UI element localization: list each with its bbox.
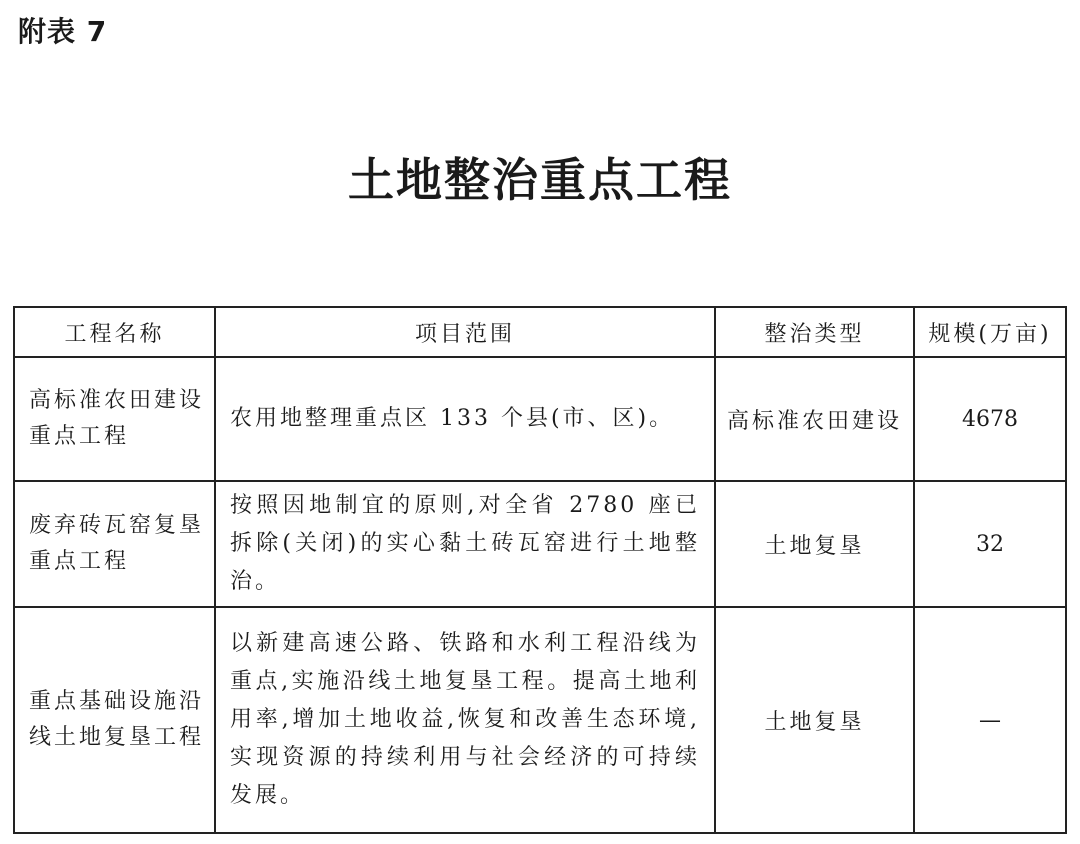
header-scale: 规模(万亩) <box>914 307 1066 357</box>
header-remediation-type: 整治类型 <box>715 307 914 357</box>
scale-cell: 4678 <box>914 357 1066 481</box>
header-project-name: 工程名称 <box>14 307 215 357</box>
projects-table <box>13 306 1067 834</box>
project-scope-cell: 农用地整理重点区 133 个县(市、区)。 <box>215 357 715 481</box>
appendix-label: 附表 7 <box>18 15 108 48</box>
remediation-type-cell: 土地复垦 <box>715 607 914 833</box>
table-row <box>14 607 1066 833</box>
table-header-row <box>14 307 1066 357</box>
remediation-type-cell: 土地复垦 <box>715 481 914 607</box>
scale-cell: 32 <box>914 481 1066 607</box>
project-name-cell: 高标准农田建设重点工程 <box>14 357 215 481</box>
table-row <box>14 357 1066 481</box>
page-title: 土地整治重点工程 <box>348 153 732 207</box>
remediation-type-cell: 高标准农田建设 <box>715 357 914 481</box>
scale-cell: — <box>914 607 1066 833</box>
project-name-cell: 废弃砖瓦窑复垦重点工程 <box>14 481 215 607</box>
project-scope-cell: 以新建高速公路、铁路和水利工程沿线为重点,实施沿线土地复垦工程。提高土地利用率,增加土地收益,恢复和改善生态环境,实现资源的持续利用与社会经济的可持续发展。 <box>215 607 715 833</box>
project-name-cell: 重点基础设施沿线土地复垦工程 <box>14 607 215 833</box>
project-scope-cell: 按照因地制宜的原则,对全省 2780 座已拆除(关闭)的实心黏土砖瓦窑进行土地整治。 <box>215 481 715 607</box>
header-project-scope: 项目范围 <box>215 307 715 357</box>
table-row <box>14 481 1066 607</box>
